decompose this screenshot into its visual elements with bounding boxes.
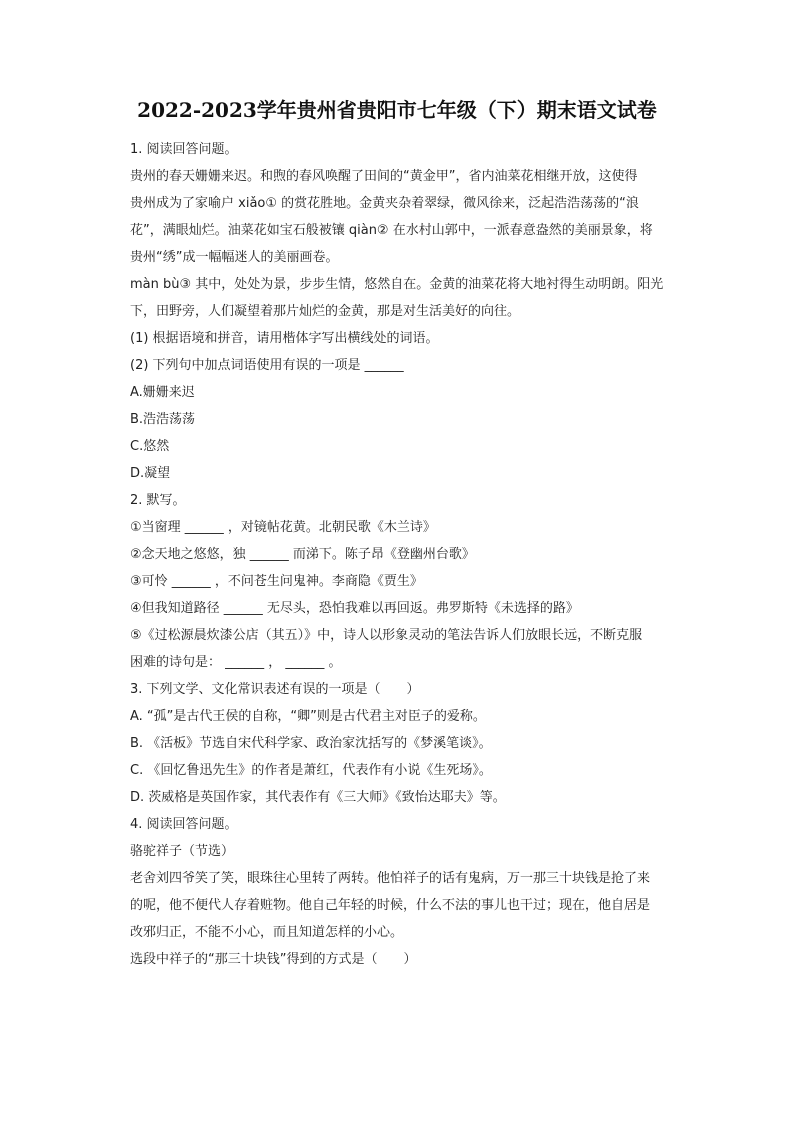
sub-question: (1) 根据语境和拼音，请用楷体字写出横线处的词语。 [130,331,439,346]
question-1-heading: 1. 阅读回答问题。 [130,142,238,157]
exam-content [130,136,695,973]
question-2-heading: 2. 默写。 [130,493,186,508]
option-d: D.凝望 [130,466,171,481]
question-4-heading: 4. 阅读回答问题。 [130,817,238,832]
dictation-item: ⑤《过松源晨炊漆公店（其五）》中，诗人以形象灵动的笔法告诉人们放眼长远，不断克服 [130,628,643,643]
exam-title: 2022-2023学年贵州省贵阳市七年级（下）期末语文试卷 [137,98,657,122]
dictation-item: ③可怜 ______ ，不问苍生问鬼神。李商隐《贾生》 [130,574,423,589]
dictation-item: 困难的诗句是： ______ ， ______ 。 [130,655,342,670]
passage-line: 贵州成为了家喻户 xiǎo① 的赏花胜地。金黄夹杂着翠绿，微风徐来，泛起浩浩荡荡的“浪 [130,196,639,211]
option-b: B.浩浩荡荡 [130,412,196,427]
dictation-item: ④但我知道路径 ______ 无尽头，恐怕我难以再回返。弗罗斯特《未选择的路》 [130,601,579,616]
passage-line: 老舍刘四爷笑了笑，眼珠往心里转了两转。他怕祥子的话有鬼病，万一那三十块钱是抢了来 [130,871,651,886]
passage-line: 改邪归正，不能不小心，而且知道怎样的小心。 [130,925,404,940]
option-a: A. “孤”是古代王侯的自称，“卿”则是古代君主对臣子的爱称。 [130,709,486,724]
option-c: C.悠然 [130,439,170,454]
passage-line: màn bù③ 其中，处处为景，步步生情，悠然自在。金黄的油菜花将大地衬得生动明朗。阳光 [130,277,664,292]
question-3-heading: 3. 下列文学、文化常识表述有误的一项是（ ） [130,682,420,697]
option-c: C. 《回忆鲁迅先生》的作者是萧红，代表作有小说《生死场》。 [130,763,492,778]
passage-line: 贵州“绣”成一幅幅迷人的美丽画卷。 [130,250,339,265]
option-d: D. 茨威格是英国作家，其代表作有《三大师》《致怡达耶夫》等。 [130,790,506,805]
passage-line: 花”，满眼灿烂。油菜花如宝石般被镶 qiàn② 在水村山郭中，一派春意盎然的美丽景象，将 [130,223,653,238]
sub-question: 选段中祥子的“那三十块钱”得到的方式是（ ） [130,952,417,967]
passage-line: 下，田野旁，人们凝望着那片灿烂的金黄，那是对生活美好的向往。 [130,304,521,319]
passage-line: 的呢，他不便代人存着赃物。他自己年轻的时候，什么不法的事儿也干过；现在，他自居是 [130,898,651,913]
passage-line: 贵州的春天姗姗来迟。和煦的春风唤醒了田间的“黄金甲”，省内油菜花相继开放，这使得 [130,169,638,184]
dictation-item: ②念天地之悠悠，独 ______ 而涕下。陈子昂《登幽州台歌》 [130,547,475,562]
excerpt-title: 骆驼祥子（节选） [130,844,235,859]
option-a: A.姗姗来迟 [130,385,195,400]
dictation-item: ①当窗理 ______ ，对镜帖花黄。北朝民歌《木兰诗》 [130,520,436,535]
option-b: B. 《活板》节选自宋代科学家、政治家沈括写的《梦溪笔谈》。 [130,736,492,751]
sub-question: (2) 下列句中加点词语使用有误的一项是 ______ [130,358,404,373]
